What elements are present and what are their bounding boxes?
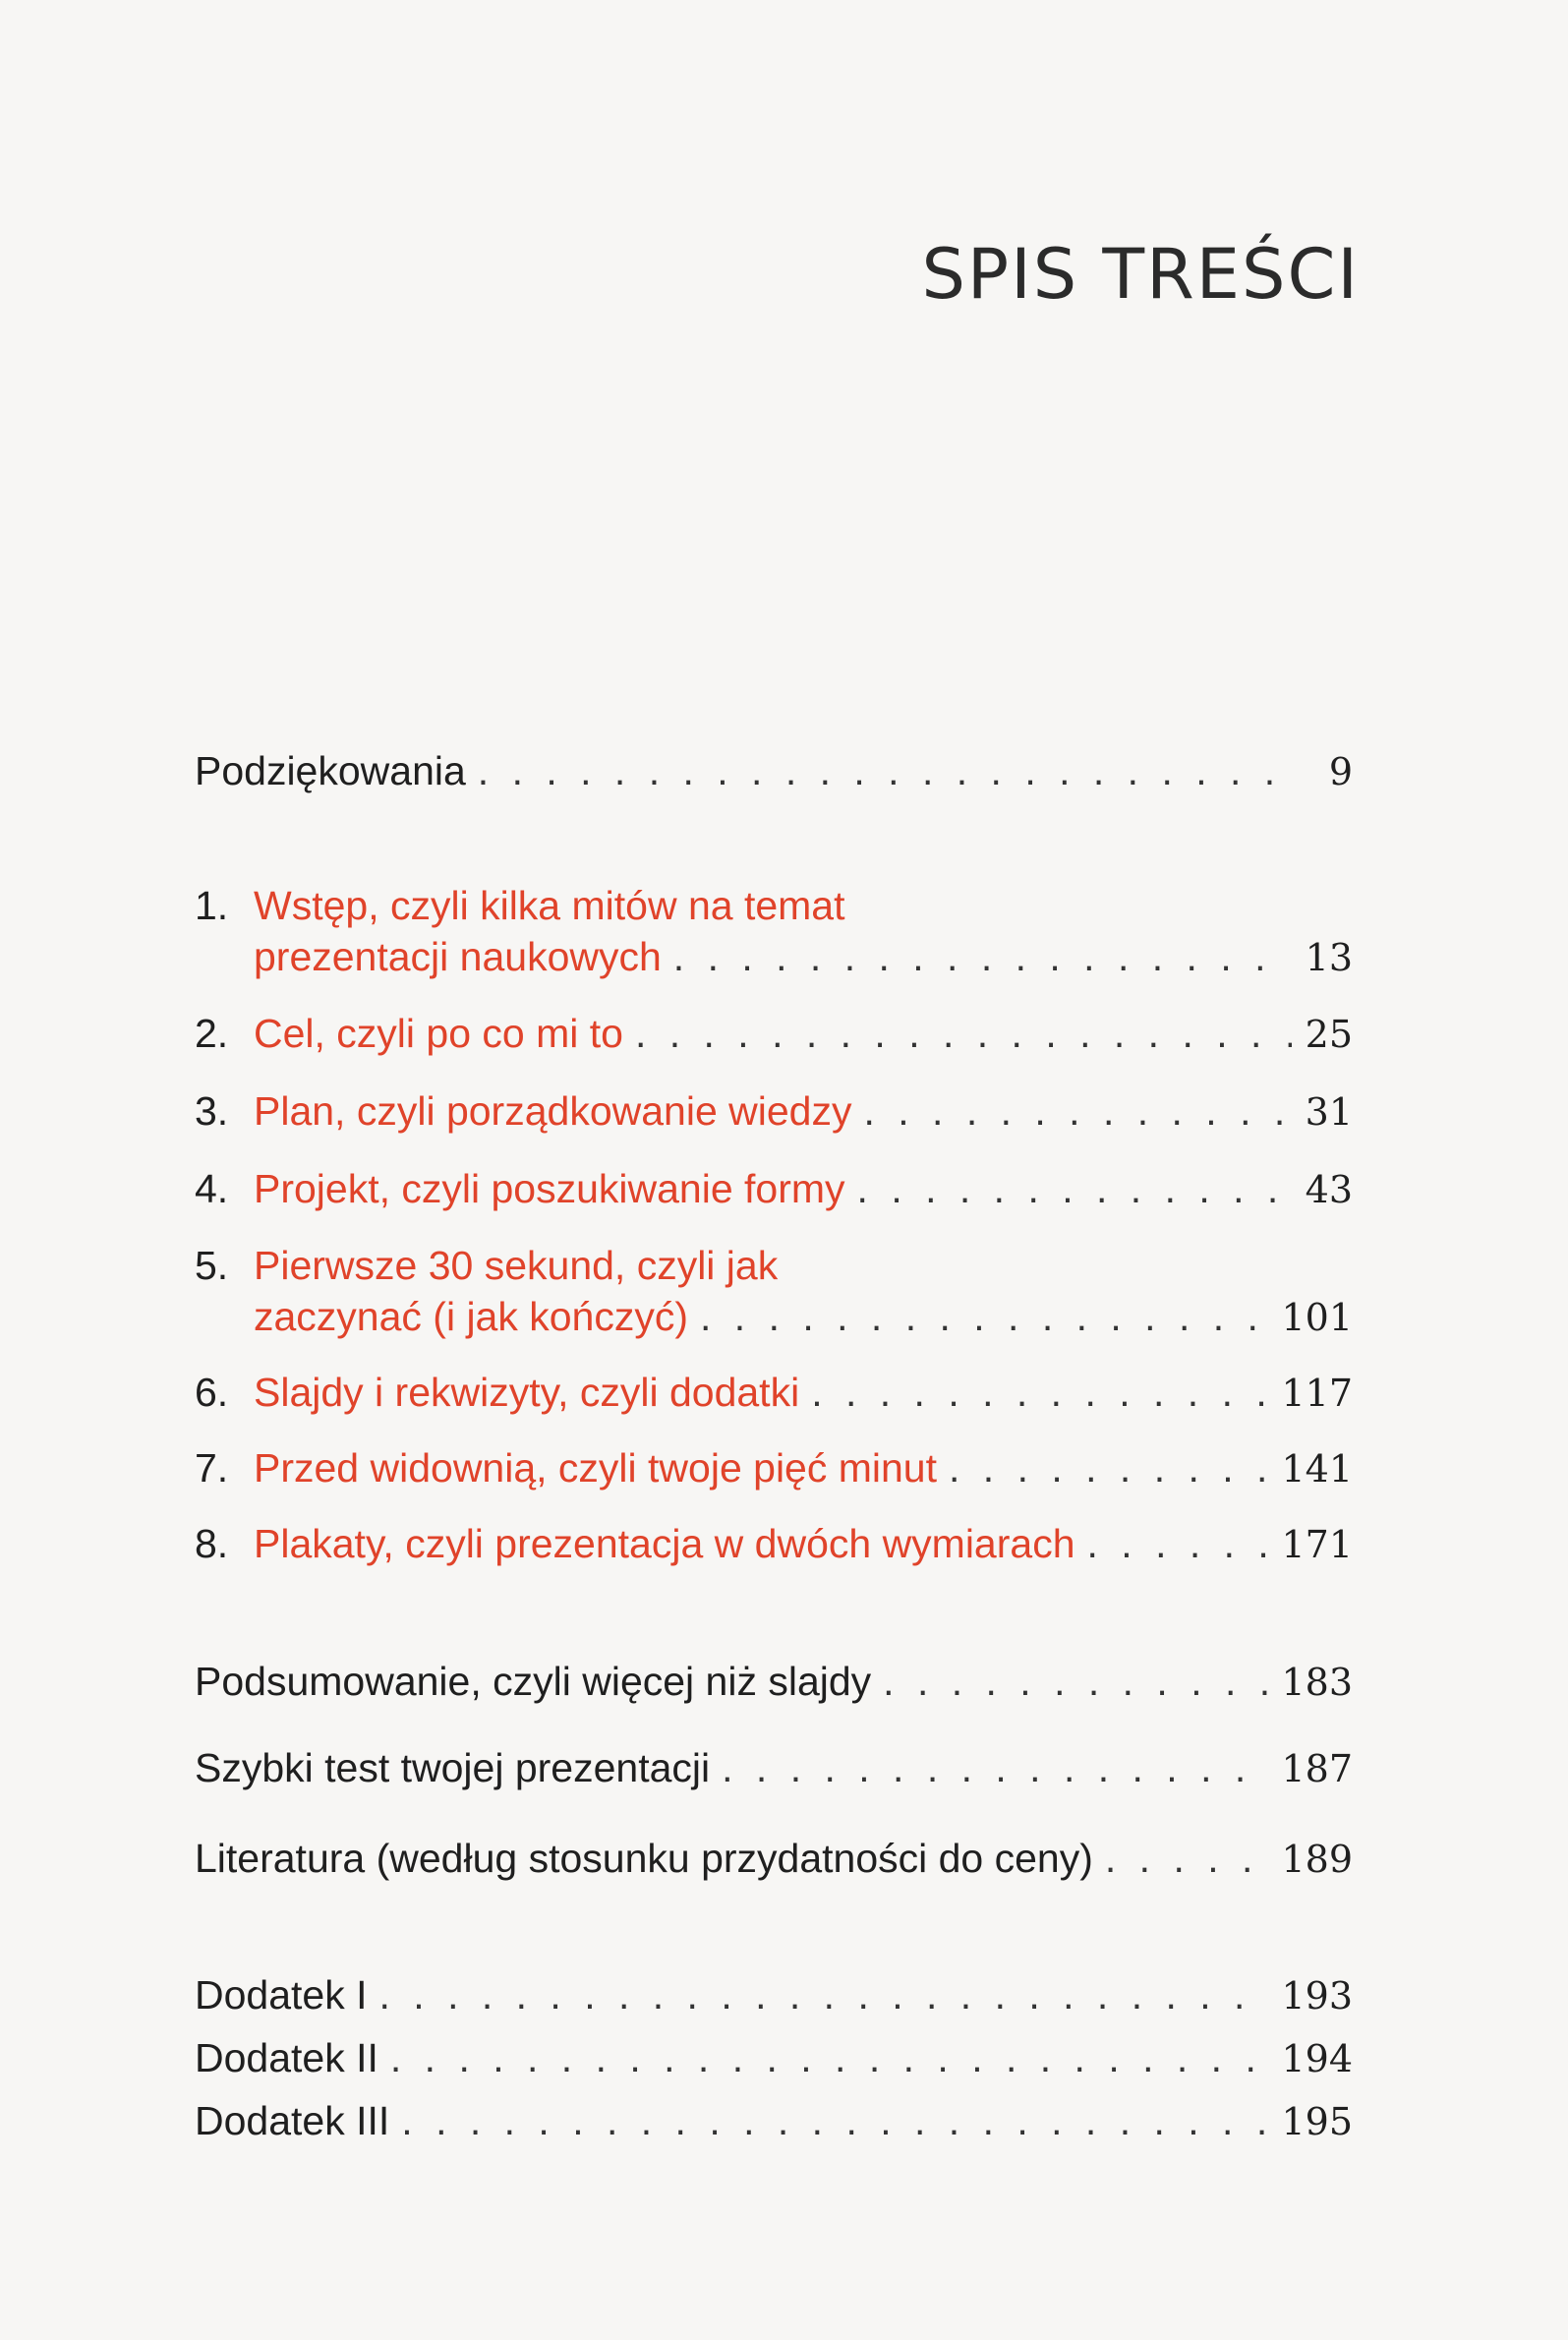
entry-label: Projekt, czyli poszukiwanie formy — [254, 1166, 845, 1211]
dot-leader — [635, 1008, 1292, 1059]
chapter-number: 1. — [195, 883, 229, 928]
entry-label: Plan, czyli porządkowanie wiedzy — [254, 1088, 852, 1134]
entry-label: Literatura (według stosunku przydatności do ceny) — [195, 1836, 1093, 1881]
toc-entry-chapter-1[interactable] — [195, 931, 1353, 983]
chapter-number: 3. — [195, 1088, 229, 1134]
toc-entry-appendix-1[interactable] — [195, 1969, 1353, 2021]
entry-page-number: 193 — [1281, 1974, 1353, 2018]
dot-leader — [883, 1656, 1267, 1707]
toc-entry-appendix-3[interactable] — [195, 2095, 1353, 2147]
dot-leader — [390, 2032, 1268, 2083]
toc-entry-back-2[interactable] — [195, 1742, 1353, 1794]
entry-page-number: 43 — [1305, 1168, 1353, 1211]
dot-leader — [863, 1085, 1291, 1137]
entry-page-number: 13 — [1305, 936, 1353, 979]
toc-entry-appendix-2[interactable] — [195, 2032, 1353, 2084]
entry-page-number: 171 — [1281, 1523, 1353, 1566]
entry-label: Dodatek II — [195, 2035, 378, 2080]
chapter-number: 7. — [195, 1445, 229, 1491]
entry-page-number: 117 — [1281, 1372, 1353, 1415]
entry-label: Podsumowanie, czyli więcej niż slajdy — [195, 1659, 872, 1704]
entry-page-number: 101 — [1281, 1296, 1353, 1339]
toc-entry-chapter-7[interactable] — [195, 1442, 1353, 1494]
entry-label: zaczynać (i jak kończyć) — [254, 1294, 689, 1339]
dot-leader — [811, 1367, 1267, 1418]
dot-leader — [478, 745, 1296, 796]
dot-leader — [379, 1969, 1268, 2020]
entry-label: Przed widownią, czyli twoje pięć minut — [254, 1445, 937, 1491]
chapter-title-line1: Wstęp, czyli kilka mitów na temat — [254, 883, 845, 928]
entry-label: prezentacji naukowych — [254, 934, 662, 979]
chapter-title-line1: Pierwsze 30 sekund, czyli jak — [254, 1243, 779, 1288]
page-title: SPIS TREŚCI — [921, 234, 1360, 315]
chapter-number: 5. — [195, 1243, 229, 1288]
entry-label: Dodatek I — [195, 1972, 368, 2018]
toc-entry-chapter-5[interactable] — [195, 1291, 1353, 1343]
toc-entry-chapter-8[interactable] — [195, 1518, 1353, 1570]
dot-leader — [700, 1291, 1267, 1342]
toc-entry-chapter-3[interactable] — [195, 1085, 1353, 1138]
dot-leader — [722, 1742, 1267, 1793]
entry-label: Szybki test twojej prezentacji — [195, 1745, 711, 1790]
entry-label: Podziękowania — [195, 748, 466, 793]
chapter-number: 8. — [195, 1521, 229, 1566]
dot-leader — [673, 931, 1292, 982]
entry-label: Cel, czyli po co mi to — [254, 1011, 623, 1056]
entry-page-number: 195 — [1281, 2100, 1353, 2143]
entry-label: Plakaty, czyli prezentacja w dwóch wymiarach — [254, 1521, 1075, 1566]
chapter-number: 2. — [195, 1011, 229, 1056]
entry-page-number: 25 — [1305, 1013, 1353, 1056]
entry-page-number: 187 — [1281, 1747, 1353, 1790]
entry-page-number: 183 — [1281, 1661, 1353, 1704]
chapter-number: 4. — [195, 1166, 229, 1211]
chapter-number: 6. — [195, 1370, 229, 1415]
toc-entry-chapter-2[interactable] — [195, 1008, 1353, 1060]
entry-page-number: 194 — [1281, 2037, 1353, 2080]
dot-leader — [1105, 1833, 1268, 1884]
toc-entry-back-1[interactable] — [195, 1656, 1353, 1708]
toc-entry-chapter-6[interactable] — [195, 1367, 1353, 1419]
toc-entry-chapter-4[interactable] — [195, 1163, 1353, 1215]
entry-label: Dodatek III — [195, 2098, 390, 2143]
dot-leader — [949, 1442, 1267, 1493]
toc-entry-back-3[interactable] — [195, 1833, 1353, 1885]
entry-page-number: 9 — [1328, 750, 1353, 793]
entry-page-number: 31 — [1305, 1090, 1353, 1134]
toc-entry-front[interactable] — [195, 745, 1353, 797]
dot-leader — [401, 2095, 1267, 2146]
dot-leader — [857, 1163, 1292, 1214]
entry-page-number: 141 — [1281, 1447, 1353, 1491]
dot-leader — [1087, 1518, 1268, 1569]
entry-label: Slajdy i rekwizyty, czyli dodatki — [254, 1370, 800, 1415]
entry-page-number: 189 — [1281, 1838, 1353, 1881]
